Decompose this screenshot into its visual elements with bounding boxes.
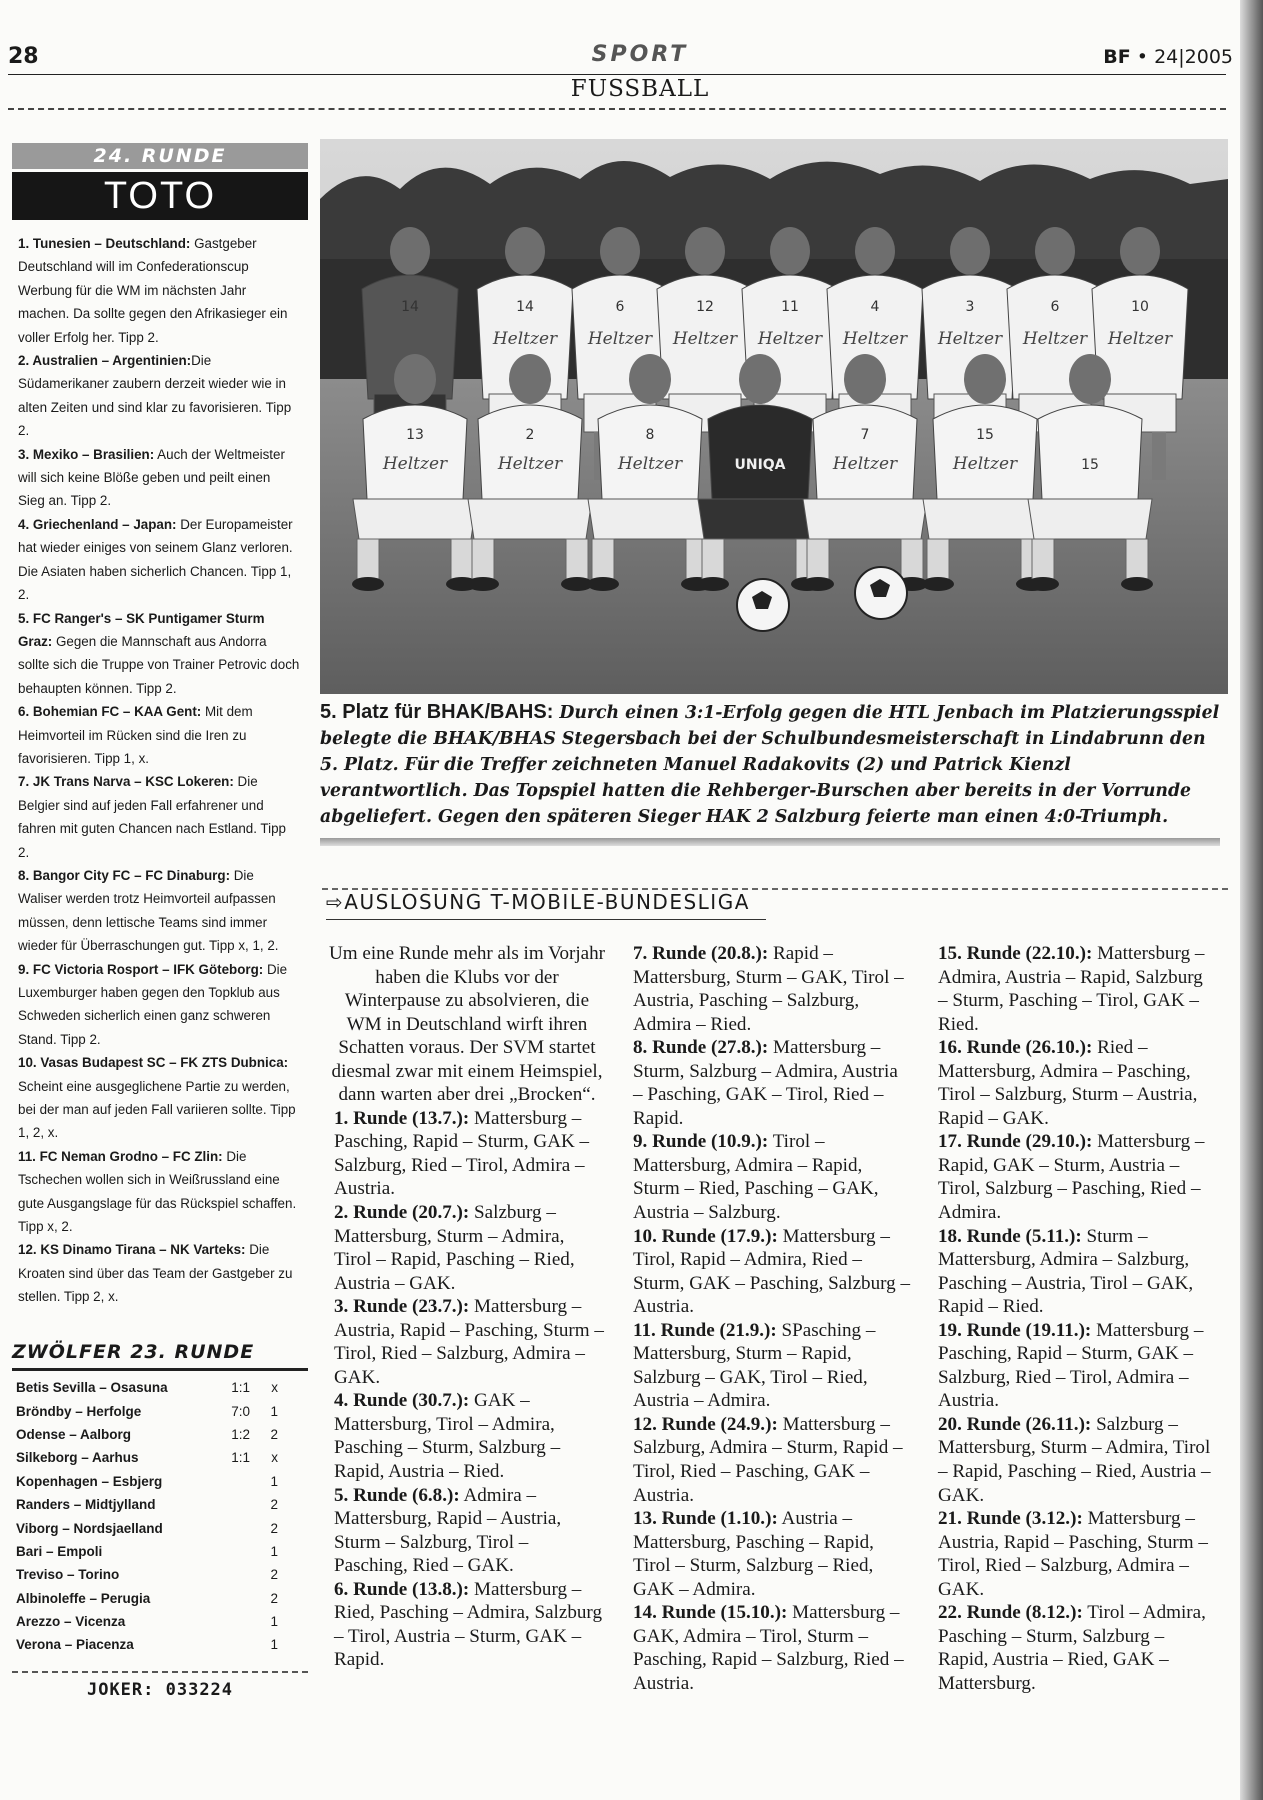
round-fixtures: GAK – Mattersburg, Tirol – Admira, Pasching – Sturm, Salzburg – Rapid, Austria – Ried. [334, 1390, 561, 1483]
article-heading [326, 890, 750, 914]
sponsor-label: Heltzer [617, 454, 683, 474]
zwoelfer-tip: 1 [270, 1473, 278, 1489]
jersey-number: 12 [696, 299, 714, 315]
zwoelfer-match: Randers – Midtjylland [16, 1497, 156, 1513]
round-fixtures: Mattersburg – Rapid, GAK – Sturm, Austria – Tirol, Salzburg – Pasching, Ried – Admira. [938, 1131, 1205, 1224]
subsection-title: FUSSBALL [570, 76, 710, 102]
zwoelfer-score [210, 1516, 250, 1539]
toto-item [18, 1145, 300, 1239]
toto-text: Scheint eine ausgeglichene Partie zu werden, bei der man auf jeden Fall variieren sollte. Tipp 1, 2, x. [18, 1078, 296, 1141]
round-fixtures: Salzburg – Mattersburg, Sturm – Admira, Tirol – Rapid, Pasching – Ried, Austria – GAK. [334, 1202, 575, 1294]
toto-text: Die Südamerikaner zaubern derzeit wieder wie in alten Zeiten und sind klar zu favorisieren. Tipp 2. [18, 353, 292, 439]
article-column-1 [328, 942, 606, 1672]
zwoelfer-match: Silkeborg – Aarhus [16, 1450, 139, 1466]
table-row [16, 1376, 278, 1399]
round-entry [938, 1319, 1216, 1413]
round-title: 22. Runde (8.12.): [938, 1602, 1083, 1624]
round-title: 17. Runde (29.10.): [938, 1131, 1093, 1153]
toto-text: Die Tschechen wollen sich in Weißrussland eine gute Ausgangslage für das Rückspiel schaffen. Tipp x, 2. [18, 1148, 297, 1235]
zwoelfer-match: Betis Sevilla – Osasuna [16, 1380, 168, 1396]
round-entry [938, 942, 1216, 1036]
zwoelfer-table [16, 1376, 278, 1657]
zwoelfer-tip: 1 [270, 1543, 278, 1559]
round-entry [633, 1319, 911, 1413]
sponsor-label: Heltzer [832, 454, 898, 474]
round-entry [938, 1225, 1216, 1319]
round-entry [328, 1107, 606, 1201]
zwoelfer-score: 1:1 [231, 1380, 250, 1396]
sponsor-label: Heltzer [842, 329, 908, 349]
zwoelfer-tip: 1 [270, 1614, 278, 1630]
zwoelfer-tip: 2 [270, 1520, 278, 1536]
round-fixtures: Rapid – Mattersburg, Sturm – GAK, Tirol – Austria, Pasching – Salzburg, Admira – Ried. [633, 943, 904, 1035]
round-fixtures: Mattersburg – GAK, Admira – Tirol, Sturm – Pasching, Rapid – Salzburg, Ried – Austria. [633, 1602, 904, 1694]
table-row [16, 1446, 278, 1469]
sponsor-label: Heltzer [952, 454, 1018, 474]
toto-text: Gastgeber Deutschland will im Confederationscup Werbung für die WM im nächsten Jahr machen. Da sollte gegen den Afrikasieger ein voller Erfolg her. Tipp 2. [18, 236, 288, 345]
round-title: 5. Runde (6.8.): [334, 1484, 460, 1506]
toto-text: Die Luxemburger haben gegen den Topklub aus Schweden sicherlich einen ganz schweren Stand. Tipp 2. [18, 961, 288, 1047]
zwoelfer-tip: 2 [270, 1590, 278, 1606]
zwoelfer-score [210, 1470, 250, 1493]
toto-item [18, 349, 300, 443]
jersey-number: 14 [516, 299, 534, 315]
round-fixtures: Ried – Mattersburg, Admira – Pasching, Tirol – Salzburg, Sturm – Austria, Rapid – GAK. [938, 1037, 1198, 1129]
round-title: 10. Runde (17.9.): [633, 1225, 778, 1247]
round-title: 12. Runde (24.9.): [633, 1413, 778, 1435]
sponsor-label: Heltzer [382, 454, 448, 474]
jersey-number: 2 [525, 427, 535, 443]
article-heading-text: AUSLOSUNG T-MOBILE-BUNDESLIGA [344, 890, 750, 914]
jersey-number: 7 [860, 427, 870, 443]
round-fixtures: Salzburg – Mattersburg, Sturm – Admira, Tirol – Rapid, Pasching – Ried, Austria – GAK. [938, 1413, 1211, 1506]
round-fixtures: SPasching – Mattersburg, Sturm – Rapid, Salzburg – GAK, Tirol – Ried, Austria – Admira. [633, 1319, 876, 1412]
round-title: 6. Runde (13.8.): [334, 1578, 470, 1600]
zwoelfer-score [210, 1493, 250, 1516]
joker-number: JOKER: 033224 [86, 1680, 234, 1700]
zwoelfer-title: ZWÖLFER 23. RUNDE [12, 1341, 255, 1363]
toto-match: 12. KS Dinamo Tirana – NK Varteks: [18, 1242, 246, 1258]
round-title: 2. Runde (20.7.): [334, 1202, 470, 1224]
round-fixtures: Mattersburg – Pasching, Rapid – Sturm, GAK – Salzburg, Ried – Tirol, Admira – Austria. [938, 1319, 1204, 1412]
toto-list [18, 232, 300, 1309]
round-title: 3. Runde (23.7.): [334, 1296, 470, 1318]
zwoelfer-tip: 2 [270, 1567, 278, 1583]
photo-caption [320, 699, 1220, 830]
jersey-number: 15 [976, 427, 994, 443]
zwoelfer-tip: x [271, 1450, 278, 1466]
sponsor-label: Heltzer [1107, 329, 1173, 349]
round-title: 13. Runde (1.10.): [633, 1508, 778, 1530]
round-entry [328, 1295, 606, 1389]
toto-match: 3. Mexiko – Brasilien: [18, 446, 155, 462]
toto-text: Die Belgier sind auf jeden Fall erfahrener und fahren mit guten Chancen nach Estland. Tipp 2. [18, 774, 286, 860]
issue-number: 24|2005 [1154, 46, 1233, 68]
page-edge-shadow [1240, 0, 1263, 1800]
toto-item [18, 958, 300, 1052]
round-fixtures: Tirol – Mattersburg, Admira – Rapid, Sturm – Ried, Pasching – GAK, Austria – Salzburg. [633, 1131, 879, 1224]
zwoelfer-score [210, 1587, 250, 1610]
table-row [16, 1470, 278, 1493]
round-entry [328, 1484, 606, 1578]
table-row [16, 1540, 278, 1563]
zwoelfer-match: Arezzo – Vicenza [16, 1614, 126, 1630]
table-row [16, 1516, 278, 1539]
toto-item [18, 607, 300, 701]
table-row [16, 1610, 278, 1633]
round-fixtures: Mattersburg – Ried, Pasching – Admira, Salzburg – Tirol, Austria – Sturm, GAK – Rapid. [334, 1578, 602, 1671]
team-photo-illustration [320, 139, 1228, 694]
round-title: 1. Runde (13.7.): [334, 1107, 470, 1129]
round-label: 24. RUNDE [12, 143, 308, 169]
caption-lead: 5. Platz für BHAK/BAHS: [320, 701, 554, 723]
round-fixtures: Austria – Mattersburg, Pasching – Rapid, Tirol – Sturm, Salzburg – Ried, GAK – Admira. [633, 1508, 874, 1600]
header-dashed-rule [8, 108, 1226, 110]
toto-text: Auch der Weltmeister will sich keine Blöße geben und peilt einen Sieg an. Tipp 2. [18, 446, 285, 509]
toto-match: 4. Griechenland – Japan: [18, 516, 177, 532]
zwoelfer-match: Bröndby – Herfolge [16, 1403, 142, 1419]
round-title: 20. Runde (26.11.): [938, 1413, 1092, 1435]
toto-text: Gegen die Mannschaft aus Andorra sollte sich die Truppe von Trainer Petrovic doch behaupten können. Tipp 2. [18, 633, 300, 696]
zwoelfer-score: 1:2 [231, 1426, 250, 1442]
toto-title: TOTO [12, 172, 308, 220]
round-entry [938, 1130, 1216, 1224]
toto-item [18, 864, 300, 958]
round-title: 18. Runde (5.11.): [938, 1225, 1082, 1247]
toto-match: 2. Australien – Argentinien: [18, 353, 192, 369]
zwoelfer-score [210, 1610, 250, 1633]
round-title: 15. Runde (22.10.): [938, 943, 1093, 964]
issue-info: BF • 24|2005 [1103, 46, 1233, 68]
header-rule [8, 74, 1226, 75]
zwoelfer-match: Viborg – Nordsjaelland [16, 1520, 163, 1536]
toto-match: 11. FC Neman Grodno – FC Zlin: [18, 1148, 223, 1164]
round-entry [938, 1601, 1216, 1695]
round-fixtures: Mattersburg – Tirol, Rapid – Admira, Ried – Sturm, GAK – Pasching, Salzburg – Austria. [633, 1225, 911, 1318]
jersey-number: 11 [781, 299, 799, 315]
round-fixtures: Tirol – Admira, Pasching – Sturm, Salzburg – Rapid, Austria – Ried, GAK – Mattersburg. [938, 1602, 1206, 1694]
table-row [16, 1399, 278, 1422]
zwoelfer-tip: 1 [270, 1637, 278, 1653]
toto-match: 1. Tunesien – Deutschland: [18, 236, 191, 251]
zwoelfer-match: Bari – Empoli [16, 1543, 103, 1559]
round-entry [633, 1036, 911, 1130]
section-title: SPORT [591, 42, 689, 67]
round-entry [633, 1225, 911, 1319]
round-entry [328, 1578, 606, 1672]
jersey-number: 15 [1081, 457, 1099, 473]
round-title: 8. Runde (27.8.): [633, 1037, 769, 1059]
zwoelfer-score: 7:0 [231, 1403, 250, 1419]
round-fixtures: Mattersburg – Austria, Rapid – Pasching, Sturm – Tirol, Ried – Salzburg, Admira – GAK. [334, 1296, 604, 1388]
round-entry [633, 1601, 911, 1695]
toto-text: Der Europameister hat wieder einiges von seinem Glanz verloren. Die Asiaten haben sicherlich Chancen. Tipp 1, 2. [18, 516, 293, 603]
round-entry [328, 1389, 606, 1483]
round-fixtures: Mattersburg – Salzburg, Admira – Sturm, Rapid – Tirol, Ried – Pasching, GAK – Austria. [633, 1413, 903, 1506]
toto-match: 7. JK Trans Narva – KSC Lokeren: [18, 774, 234, 790]
team-photo [320, 139, 1228, 694]
toto-text: Mit dem Heimvorteil im Rücken sind die Iren zu favorisieren. Tipp 1, x. [18, 704, 253, 766]
round-title: 4. Runde (30.7.): [334, 1390, 470, 1412]
jersey-number: 14 [401, 299, 419, 315]
toto-item [18, 232, 300, 349]
zwoelfer-match: Odense – Aalborg [16, 1426, 132, 1442]
round-entry [633, 1507, 911, 1601]
round-fixtures: Admira – Mattersburg, Rapid – Austria, Sturm – Salzburg, Tirol – Pasching, Ried – GAK. [334, 1484, 562, 1577]
sponsor-label: Heltzer [497, 454, 563, 474]
article-column-3 [938, 942, 1216, 1696]
caption-text: Durch einen 3:1-Erfolg gegen die HTL Jenbach im Platzierungsspiel belegte die BHAK/BHAS Stegersbach bei der Schulbundesmeisterschaft in Lindabrunn den 5. Platz. Für die Treffer zeichneten Manuel Radakovits (2) und Patrick Kienzl verantwortlich. Das Topspiel hatten die Rehberger-Burschen aber bereits in der Vorrunde abgeliefert. Gegen den späteren Sieger HAK 2 Salzburg feierte man einen 4:0-Triumph. [320, 703, 1220, 827]
joker-dashed-rule [12, 1671, 308, 1673]
jersey-number: 3 [965, 299, 975, 315]
arrow-icon: ⇨ [326, 890, 345, 914]
jersey-number: 4 [870, 299, 880, 315]
article-column-2 [633, 942, 911, 1696]
sponsor-label: Heltzer [937, 329, 1003, 349]
article-intro: Um eine Runde mehr als im Vorjahr haben die Klubs vor der Winterpause zu absolvieren, die WM in Deutschland wirft ihren Schatten voraus. Der SVM startet diesmal zwar mit einem Heimspiel, dann warten aber drei „Brocken“. [328, 943, 606, 1106]
zwoelfer-score [210, 1540, 250, 1563]
toto-text: Die Kroaten sind über das Team der Gastgeber zu stellen. Tipp 2, x. [18, 1242, 293, 1305]
round-entry [633, 942, 911, 1036]
table-row [16, 1587, 278, 1610]
round-title: 11. Runde (21.9.): [633, 1319, 777, 1341]
publication-name: BF [1103, 46, 1131, 68]
toto-item [18, 443, 300, 513]
toto-item [18, 770, 300, 864]
jersey-number: 6 [1050, 299, 1060, 315]
toto-item [18, 1051, 300, 1145]
toto-item [18, 1238, 300, 1308]
round-title: 9. Runde (10.9.): [633, 1131, 769, 1153]
caption-shadow-bar [320, 838, 1220, 846]
round-entry [633, 1130, 911, 1224]
sponsor-label: Heltzer [492, 329, 558, 349]
round-title: 19. Runde (19.11.): [938, 1319, 1092, 1341]
page-number: 28 [8, 44, 39, 69]
sponsor-label: Heltzer [1022, 329, 1088, 349]
round-entry [633, 1413, 911, 1507]
sponsor-label: Heltzer [587, 329, 653, 349]
toto-item [18, 700, 300, 770]
toto-match: 8. Bangor City FC – FC Dinaburg: [18, 867, 231, 883]
jersey-number: 6 [615, 299, 625, 315]
jersey-number: 8 [645, 427, 655, 443]
zwoelfer-rule [12, 1368, 308, 1371]
sponsor-label: Heltzer [757, 329, 823, 349]
round-fixtures: Mattersburg – Pasching, Rapid – Sturm, GAK – Salzburg, Ried – Tirol, Admira – Austria. [334, 1107, 590, 1200]
sponsor-label: Heltzer [672, 329, 738, 349]
zwoelfer-tip: 1 [270, 1403, 278, 1419]
round-entry [938, 1507, 1216, 1601]
zwoelfer-score: 1:1 [231, 1450, 250, 1466]
round-title: 7. Runde (20.8.): [633, 943, 769, 964]
zwoelfer-match: Kopenhagen – Esbjerg [16, 1473, 163, 1489]
zwoelfer-tip: 2 [270, 1426, 278, 1442]
round-fixtures: Sturm – Mattersburg, Admira – Salzburg, Pasching – Austria, Tirol – GAK, Rapid – Ried. [938, 1225, 1194, 1318]
toto-match: 5. FC Ranger's – SK Puntigamer Sturm Graz: [18, 610, 265, 649]
table-row [16, 1633, 278, 1656]
table-row [16, 1563, 278, 1586]
zwoelfer-tip: 2 [270, 1497, 278, 1513]
zwoelfer-score [210, 1633, 250, 1656]
round-title: 14. Runde (15.10.): [633, 1602, 788, 1624]
toto-item [18, 513, 300, 607]
toto-text: Die Waliser werden trotz Heimvorteil aufpassen müssen, denn lettische Teams sind immer wieder für Überraschungen gut. Tipp x, 1, 2. [18, 867, 279, 954]
toto-match: 10. Vasas Budapest SC – FK ZTS Dubnica: [18, 1055, 289, 1071]
jersey-number: 10 [1131, 299, 1149, 315]
round-fixtures: Mattersburg – Austria, Rapid – Pasching, Sturm – Tirol, Ried – Salzburg, Admira – GAK. [938, 1508, 1208, 1600]
round-entry [938, 1413, 1216, 1507]
jersey-number: 13 [406, 427, 424, 443]
article-heading-rule [326, 919, 766, 920]
zwoelfer-score [210, 1563, 250, 1586]
round-entry [938, 1036, 1216, 1130]
round-entry [328, 1201, 606, 1295]
zwoelfer-match: Treviso – Torino [16, 1567, 120, 1583]
zwoelfer-match: Verona – Piacenza [16, 1637, 134, 1653]
toto-match: 9. FC Victoria Rosport – IFK Göteborg: [18, 961, 264, 977]
table-row [16, 1493, 278, 1516]
keeper-sponsor-label: UNIQA [734, 457, 786, 473]
toto-match: 6. Bohemian FC – KAA Gent: [18, 704, 202, 720]
round-fixtures: Mattersburg – Sturm, Salzburg – Admira, Austria – Pasching, GAK – Tirol, Ried – Rapid. [633, 1037, 898, 1129]
round-title: 21. Runde (3.12.): [938, 1508, 1083, 1530]
table-row [16, 1423, 278, 1446]
round-title: 16. Runde (26.10.): [938, 1037, 1093, 1059]
zwoelfer-tip: x [271, 1380, 278, 1396]
zwoelfer-match: Albinoleffe – Perugia [16, 1590, 151, 1606]
round-fixtures: Mattersburg – Admira, Austria – Rapid, Salzburg – Sturm, Pasching – Tirol, GAK – Ried. [938, 943, 1205, 1035]
